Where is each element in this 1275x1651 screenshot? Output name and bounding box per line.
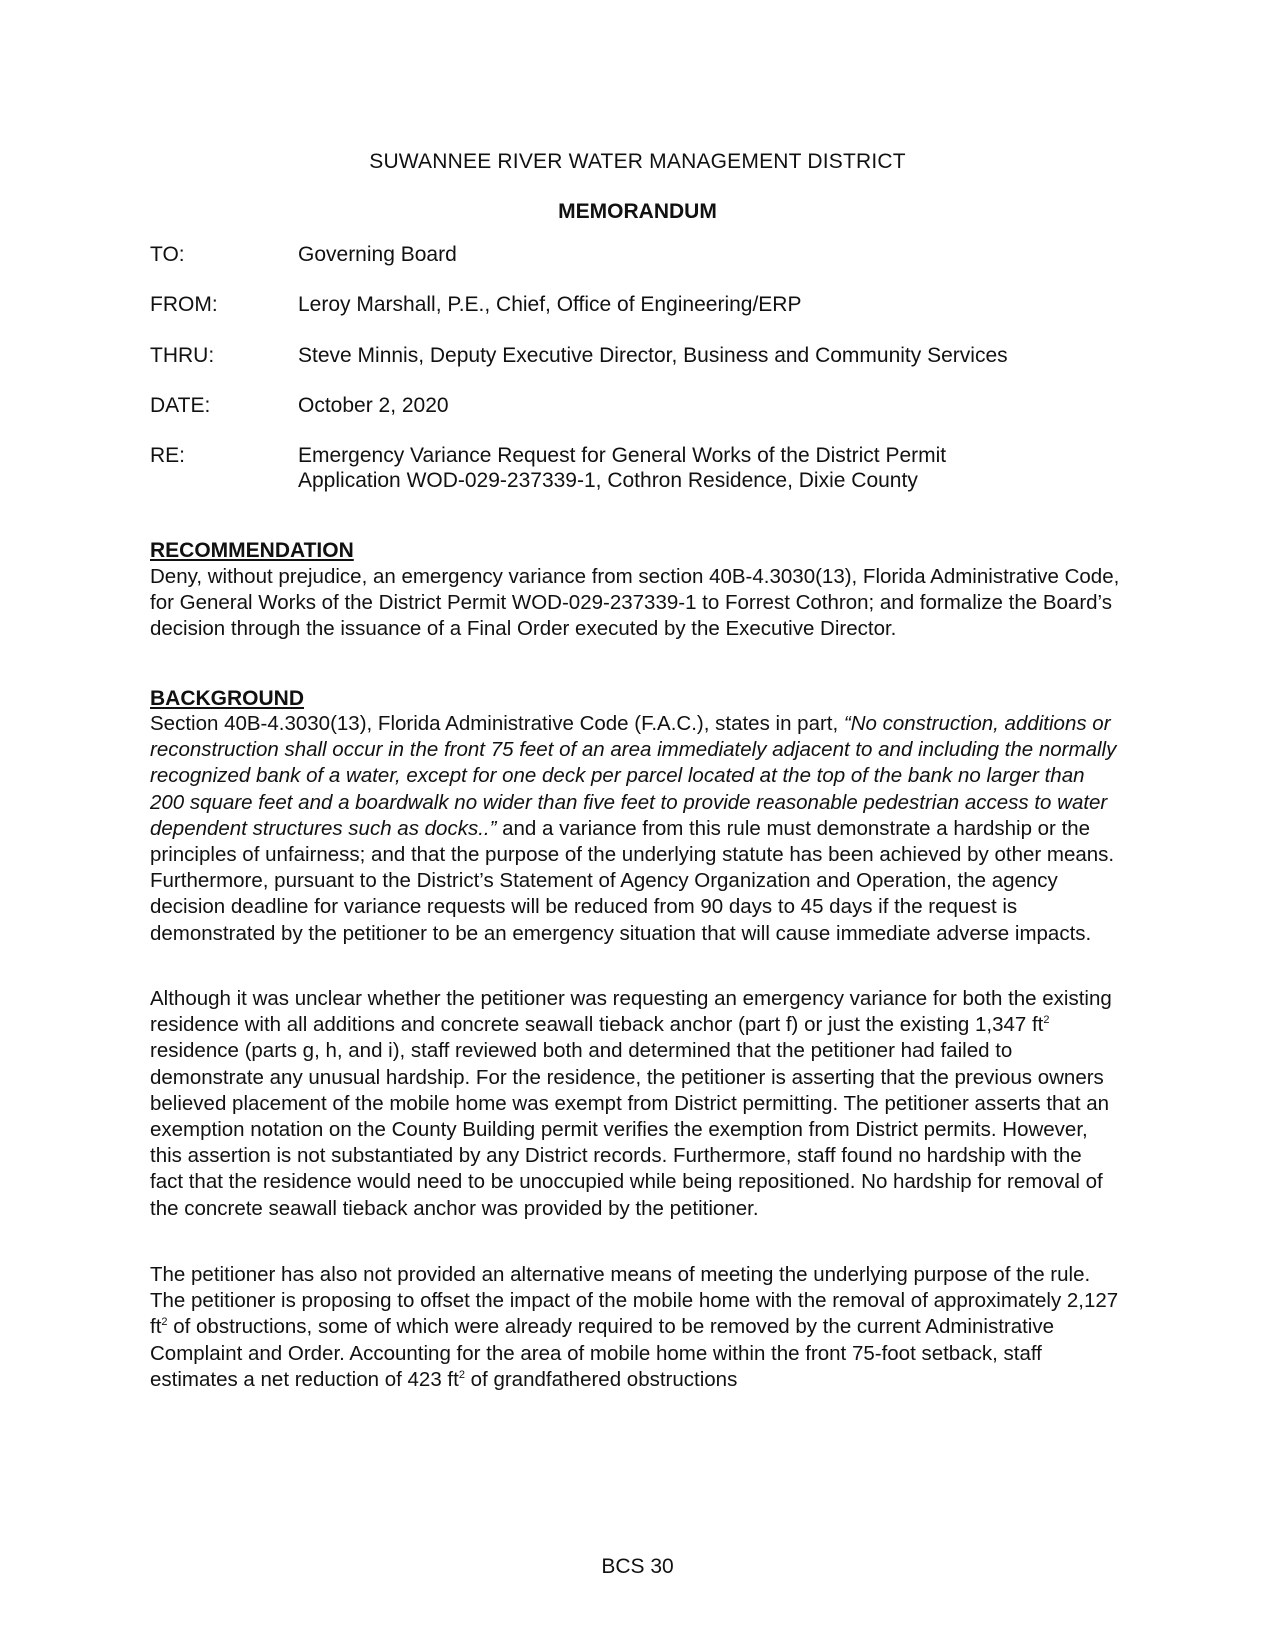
superscript: 2 (1043, 1014, 1050, 1027)
background-p3-part-b: of obstructions, some of which were already required to be removed by the current Administrative Complaint and Order. Accounting for the area of mobile home within the front 75-foot setback, staff estimates a net reduction of 423 ft (150, 1315, 1055, 1391)
background-paragraph-3 (150, 1262, 1120, 1393)
thru-value: Steve Minnis, Deputy Executive Director, Business and Community Services (298, 344, 1008, 367)
background-p1-intro: Section 40B-4.3030(13), Florida Administrative Code (F.A.C.), states in part, (150, 712, 844, 735)
background-paragraph-2 (150, 986, 1120, 1222)
recommendation-text: Deny, without prejudice, an emergency variance from section 40B-4.3030(13), Florida Administrative Code, for General Works of the District Permit WOD-029-237339-1 to Forrest Cothron; and formalize the Board’s decision through the issuance of a Final Order executed by the Executive Director. (150, 565, 1120, 641)
superscript: 2 (458, 1368, 465, 1381)
thru-label: THRU: (150, 344, 215, 367)
to-label: TO: (150, 243, 185, 266)
re-line-2: Application WOD-029-237339-1, Cothron Residence, Dixie County (298, 469, 918, 492)
background-heading: BACKGROUND (150, 687, 304, 710)
superscript: 2 (161, 1316, 168, 1329)
background-p1-rest: and a variance from this rule must demonstrate a hardship or the principles of unfairness; and that the purpose of the underlying statute has been achieved by other means. Furthermore, pursuant to the District’s Statement of Agency Organization and Operation, the agency decision deadline for variance requests will be reduced from 90 days to 45 days if the request is demonstrated by the petitioner to be an emergency situation that will cause immediate adverse impacts. (150, 816, 1115, 945)
background-p2-part-b: residence (parts g, h, and i), staff reviewed both and determined that the petitioner had failed to demonstrate any unusual hardship. For the residence, the petitioner is asserting that the previous owners believed placement of the mobile home was exempt from District permitting. The petitioner asserts that an exemption notation on the County Building permit verifies the exemption from District permits. However, this assertion is not substantiated by any District records. Furthermore, staff found no hardship with the fact that the residence would need to be unoccupied while being repositioned. No hardship for removal of the concrete seawall tieback anchor was provided by the petitioner. (150, 1039, 1110, 1220)
organization-name: SUWANNEE RIVER WATER MANAGEMENT DISTRICT (369, 150, 906, 173)
background-p3-part-c: of grandfathered obstructions (464, 1367, 738, 1391)
background-p3-part-a: The petitioner has also not provided an alternative means of meeting the underlying purpose of the rule. The petitioner is proposing to offset the impact of the mobile home with the removal of approximately 2,127 ft (150, 1263, 1119, 1339)
to-value: Governing Board (298, 243, 457, 266)
from-value: Leroy Marshall, P.E., Chief, Office of Engineering/ERP (298, 293, 802, 316)
re-line-1: Emergency Variance Request for General Works of the District Permit (298, 444, 947, 467)
date-value: October 2, 2020 (298, 394, 449, 417)
re-label: RE: (150, 444, 186, 467)
background-paragraph-1 (150, 711, 1120, 947)
page-number: BCS 30 (601, 1555, 674, 1578)
memo-title: MEMORANDUM (558, 200, 717, 223)
from-label: FROM: (150, 293, 218, 316)
rule-quote: “No construction, additions or reconstruction shall occur in the front 75 feet of an area immediately adjacent to and including the normally recognized bank of a water, except for one deck per parcel located at the top of the bank no larger than 200 square feet and a boardwalk no wider than five feet to provide reasonable pedestrian access to water dependent structures such as docks..” (150, 712, 1117, 840)
recommendation-heading: RECOMMENDATION (150, 539, 354, 562)
date-label: DATE: (150, 394, 211, 417)
background-p2-part-a: Although it was unclear whether the petitioner was requesting an emergency variance for both the existing residence with all additions and concrete seawall tieback anchor (part f) or just the existing 1,347 ft (150, 987, 1112, 1037)
